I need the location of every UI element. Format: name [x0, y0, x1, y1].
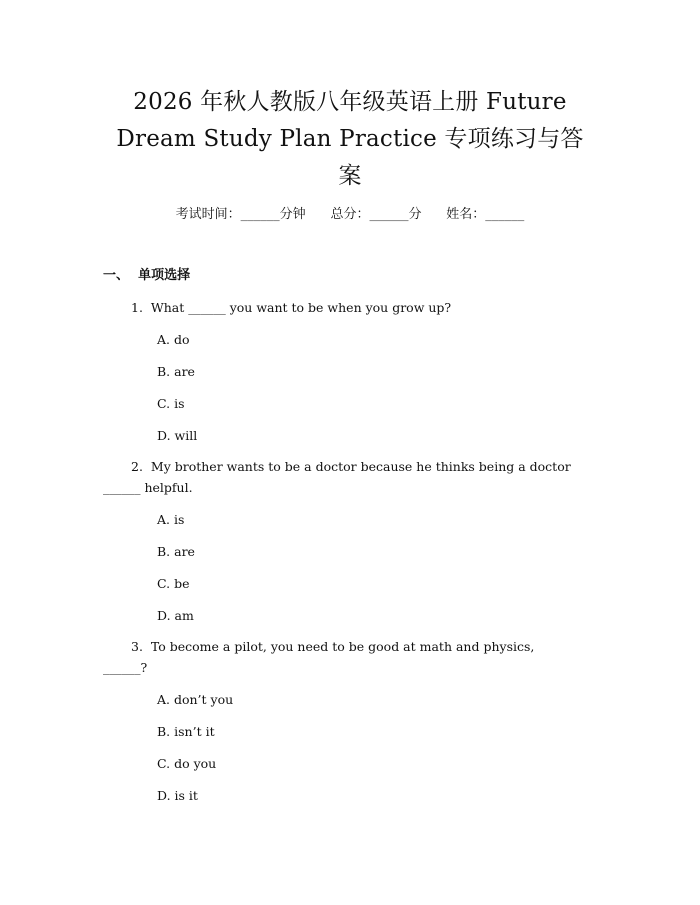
- question-3-stem: [131, 637, 534, 657]
- question-2-option-a: A. is: [157, 512, 185, 527]
- exam-name: 姓名：______: [446, 207, 525, 222]
- title-line-3: 案: [338, 163, 362, 189]
- question-3-option-d: D. is it: [157, 788, 198, 803]
- question-number: 3.: [131, 639, 143, 654]
- section-title: 单项选择: [138, 268, 191, 283]
- question-2-option-d: D. am: [157, 608, 194, 623]
- question-1-stem: [131, 298, 451, 318]
- question-3-option-c: C. do you: [157, 756, 217, 771]
- question-text: My brother wants to be a doctor because he thinks being a doctor: [150, 459, 571, 474]
- question-2-option-c: C. be: [157, 576, 190, 591]
- question-number: 2.: [131, 459, 143, 474]
- question-1-option-c: C. is: [157, 396, 185, 411]
- question-text: To become a pilot, you need to be good at math and physics,: [150, 639, 535, 654]
- question-3-option-a: A. don’t you: [157, 692, 234, 707]
- question-3-option-b: B. isn’t it: [157, 724, 215, 739]
- section-heading: [103, 267, 190, 285]
- exam-info: [0, 206, 700, 224]
- question-2-stem: [131, 457, 571, 477]
- question-text: What ______ you want to be when you grow up?: [150, 300, 452, 315]
- exam-score: 总分：______分: [330, 207, 422, 222]
- question-number: 1.: [131, 300, 143, 315]
- title-line-2: Dream Study Plan Practice 专项练习与答: [116, 126, 584, 152]
- question-1-option-d: D. will: [157, 428, 198, 443]
- question-2-option-b: B. are: [157, 544, 195, 559]
- question-1-option-b: B. are: [157, 364, 195, 379]
- question-1-option-a: A. do: [157, 332, 190, 347]
- exam-time: 考试时间：______分钟: [175, 207, 306, 222]
- document-title: [90, 84, 610, 195]
- question-3-stem-continued: ______?: [103, 660, 148, 675]
- title-line-1: 2026 年秋人教版八年级英语上册 Future: [133, 89, 567, 115]
- question-2-stem-continued: ______ helpful.: [103, 480, 193, 495]
- section-number: 一、: [103, 268, 130, 283]
